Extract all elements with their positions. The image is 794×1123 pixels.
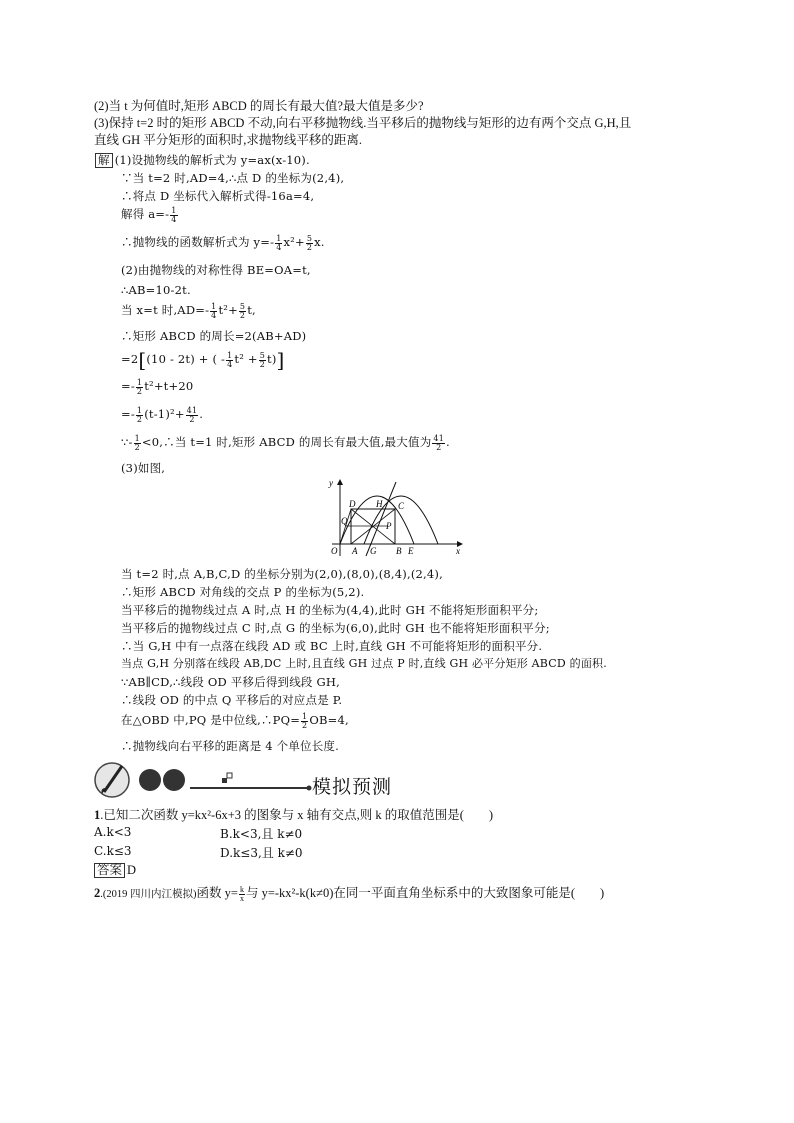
solution-line-15: 当 t=2 时,点 A,B,C,D 的坐标分别为(2,0),(8,0),(8,4),(2,4), — [121, 567, 443, 581]
label-h: H — [376, 499, 383, 509]
line-gh — [366, 482, 396, 556]
exercise-1-option-c: C.k≤3 — [94, 844, 132, 858]
solution-line-17: 当平移后的抛物线过点 A 时,点 H 的坐标为(4,4),此时 GH 不能将矩形面积平分; — [121, 603, 539, 617]
solution-line-16: ∴矩形 ABCD 对角线的交点 P 的坐标为(5,2). — [121, 585, 365, 599]
solution-line-23: 在△OBD 中,PQ 是中位线,∴PQ= $\frac{1}{2}$ OB=4, — [121, 711, 349, 730]
segment-od — [340, 509, 351, 544]
solution-badge: 解 — [95, 153, 113, 168]
parabola-figure — [322, 476, 472, 560]
label-p: P — [386, 521, 392, 531]
solution-line-9: ∴矩形 ABCD 的周长=2(AB+AD) — [121, 329, 307, 343]
solution-line-12: =- $\frac{1}{2}$ (t-1)²+ $\frac{41}{2}$ . — [121, 405, 204, 424]
dot-1 — [139, 769, 161, 791]
solution-line-18: 当平移后的抛物线过点 C 时,点 G 的坐标为(6,0),此时 GH 也不能将矩形面积平分; — [121, 621, 550, 635]
solution-line-10: =2[(10 - 2t) + ( - $\frac{1}{4}$ t² + $\frac{5}{2}$ t)] — [121, 348, 285, 372]
label-e: E — [408, 546, 414, 556]
exercise-1-option-d: D.k≤3,且 k≠0 — [220, 846, 303, 860]
solution-line-3: ∴将点 D 坐标代入解析式得-16a=4, — [121, 189, 315, 203]
solution-line-8: 当 x=t 时,AD=- $\frac{1}{4}$ t²+ $\frac{5}{2}$ t, — [121, 301, 256, 320]
label-q: Q — [341, 516, 348, 526]
solution-line-19: ∴当 G,H 中有一点落在线段 AD 或 BC 上时,直线 GH 不可能将矩形的面积平分. — [121, 639, 543, 653]
solution-line-7: ∴AB=10-2t. — [121, 283, 191, 297]
question-part-3-line-2: 直线 GH 平分矩形的面积时,求抛物线平移的距离. — [94, 133, 363, 147]
label-b: B — [396, 546, 402, 556]
question-part-3-line-1: (3)保持 t=2 时的矩形 ABCD 不动,向右平移抛物线.当平移后的抛物线与矩形的边有两个交点 G,H,且 — [94, 116, 632, 130]
solution-line-20: 当点 G,H 分别落在线段 AB,DC 上时,且直线 GH 过点 P 时,直线 GH 必平分矩形 ABCD 的面积. — [121, 657, 607, 670]
label-d: D — [349, 499, 356, 509]
answer-badge: 答案 — [94, 863, 125, 878]
label-o: O — [331, 546, 338, 556]
exercise-1-stem: 1.已知二次函数 y=kx²-6x+3 的图象与 x 轴有交点,则 k 的取值范围是( ) — [94, 808, 494, 822]
solution-line-1: 解 (1)设抛物线的解析式为 y=ax(x-10). — [95, 152, 310, 168]
solution-line-6: (2)由抛物线的对称性得 BE=OA=t, — [121, 263, 311, 277]
exercise-2-stem: 2.(2019 四川内江模拟)函数 y= $\frac{k}{x}$ 与 y=-kx²-k(k≠0)在同一平面直角坐标系中的大致图象可能是( ) — [94, 884, 605, 903]
exercise-1-option-a: A.k<3 — [94, 825, 132, 839]
solution-line-4: 解得 a=- $\frac{1}{4}$ — [121, 205, 177, 224]
solution-line-21: ∵AB∥CD,∴线段 OD 平移后得到线段 GH, — [121, 675, 340, 689]
solution-line-5: ∴抛物线的函数解析式为 y=- $\frac{1}{4}$ x²+ $\frac{5}{2}$ x. — [121, 233, 325, 252]
dot-2 — [163, 769, 185, 791]
label-y: y — [329, 478, 333, 488]
section-title: 模拟预测 — [312, 776, 393, 798]
exercise-1-option-b: B.k<3,且 k≠0 — [220, 827, 303, 841]
solution-line-22: ∴线段 OD 的中点 Q 平移后的对应点是 P. — [121, 693, 343, 707]
label-g: G — [370, 546, 377, 556]
solution-line-2: ∵当 t=2 时,AD=4,∴点 D 的坐标为(2,4), — [121, 171, 345, 185]
label-c: C — [398, 501, 405, 511]
solution-line-14: (3)如图, — [121, 461, 166, 475]
question-part-2: (2)当 t 为何值时,矩形 ABCD 的周长有最大值?最大值是多少? — [94, 99, 424, 113]
solution-line-24: ∴抛物线向右平移的距离是 4 个单位长度. — [121, 739, 339, 753]
label-a: A — [352, 546, 358, 556]
exercise-1-answer: 答案 D — [94, 862, 136, 878]
label-x: x — [456, 546, 460, 556]
solution-line-13: ∵- $\frac{1}{2}$ <0,∴当 t=1 时,矩形 ABCD 的周长有最大值,最大值为 $\frac{41}{2}$ . — [121, 433, 450, 452]
solution-line-11: =- $\frac{1}{2}$ t²+t+20 — [121, 377, 194, 396]
